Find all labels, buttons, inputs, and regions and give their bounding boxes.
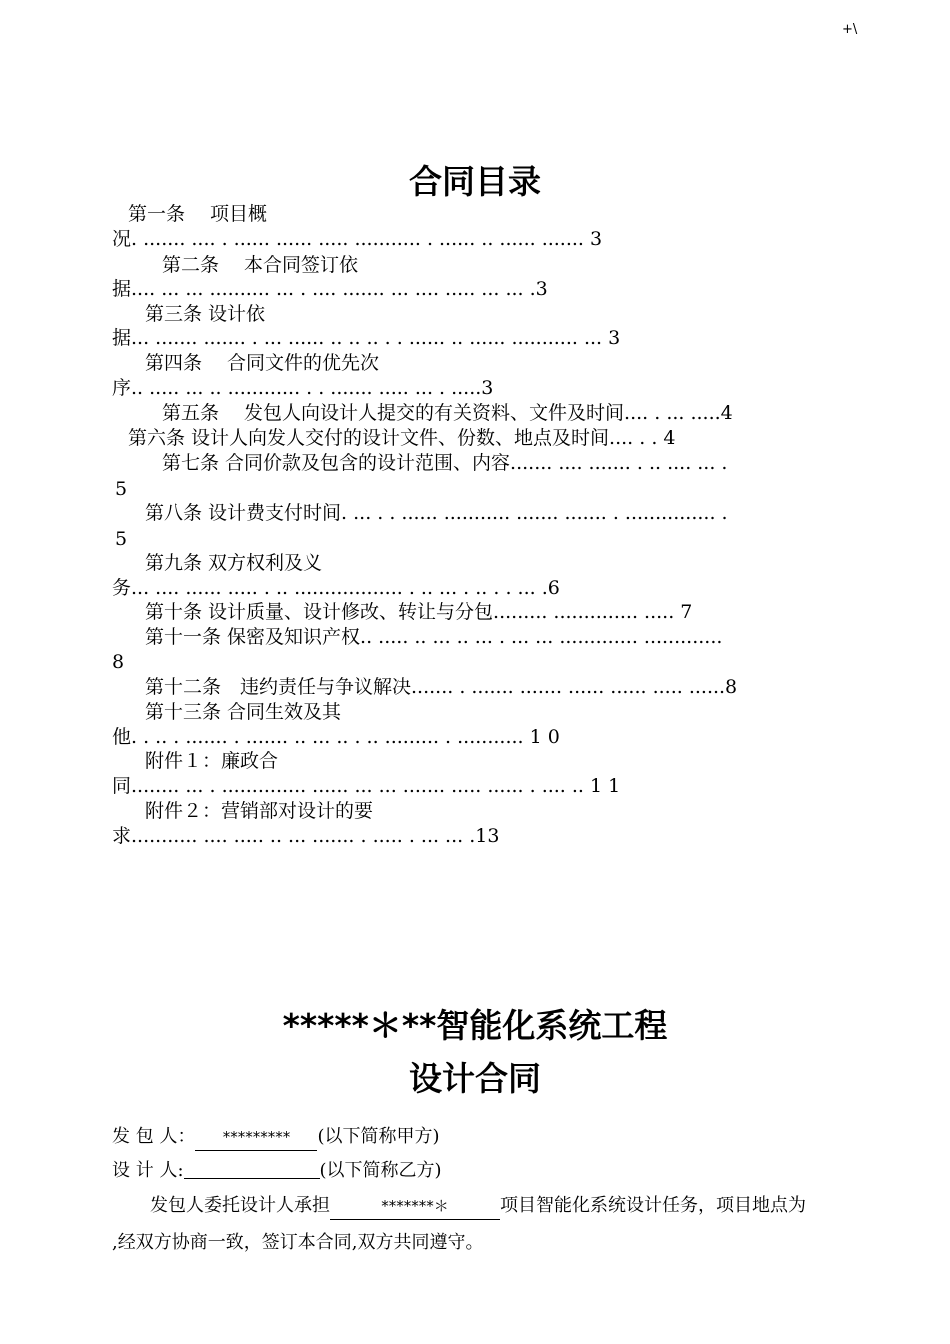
toc-item-8-page: 5 xyxy=(115,528,128,550)
contract-title-line2: 设计合同 xyxy=(409,1059,541,1098)
intro-prefix: 发包人委托设计人承担 xyxy=(150,1195,330,1216)
toc-item-9-tail: 务... .... ...... ..... . .. .................. . .. ... . .. . . ... .6 xyxy=(112,577,560,599)
party-a-label: 发 包 人： xyxy=(112,1126,196,1147)
intro-project: *******＊ xyxy=(330,1193,500,1220)
toc-annex-2-tail: 求........... .... ..... .. ... ....... . ..... . ... ... .13 xyxy=(112,825,500,847)
toc-item-13-head: 第十三条 合同生效及其 xyxy=(145,701,342,723)
toc-item-3-tail: 据... ....... ....... . ... ...... .. .. .. . . ...... .. ...... ........... ... 3 xyxy=(112,327,621,349)
toc-item-9-head: 第九条 双方权利及义 xyxy=(145,552,323,574)
toc-annex-2-head: 附件２：营销部对设计的要 xyxy=(145,800,374,822)
toc-item-2-tail: 据.... ... ... .......... ... . .... ....... ... .... ..... ... ... .3 xyxy=(112,278,548,300)
toc-item-11: 第十一条 保密及知识产权.. ..... .. ... .. ... . ... ... ............. ............. xyxy=(145,626,723,648)
party-a-row xyxy=(112,1124,440,1151)
intro-line1 xyxy=(150,1193,806,1220)
toc-item-1-head: 第一条 项目概 xyxy=(128,203,268,225)
contract-title-line1: *****＊**智能化系统工程 xyxy=(282,1006,668,1045)
party-a-note: (以下简称甲方) xyxy=(317,1126,440,1147)
toc-item-3-head: 第三条 设计依 xyxy=(145,303,266,325)
party-a-value: ********* xyxy=(195,1124,317,1151)
corner-mark: +\ xyxy=(842,22,858,37)
toc-item-7-page: 5 xyxy=(115,478,128,500)
toc-item-6: 第六条 设计人向发人交付的设计文件、份数、地点及时间.... . . 4 xyxy=(128,427,676,449)
toc-item-7: 第七条 合同价款及包含的设计范围、内容....... .... ....... . .. .... ... . xyxy=(162,452,728,474)
toc-item-8: 第八条 设计费支付时间. ... . . ...... ........... ....... ....... . ............... . xyxy=(145,502,728,524)
party-b-note: (以下简称乙方) xyxy=(319,1160,442,1181)
toc-item-4-tail: 序.. ..... ... .. ............ . . ....... ..... ... . .....3 xyxy=(112,377,494,399)
toc-item-10: 第十条 设计质量、设计修改、转让与分包......... .............. ..... 7 xyxy=(145,601,693,623)
toc-item-11-page: 8 xyxy=(112,651,125,673)
toc-title: 合同目录 xyxy=(409,162,541,201)
toc-item-4-head: 第四条 合同文件的优先次 xyxy=(145,352,380,374)
party-b-label: 设 计 人: xyxy=(112,1160,184,1181)
toc-item-13-tail: 他. . .. . ....... . ....... .. ... .. . .. ......... . ........... 1 0 xyxy=(112,726,560,748)
intro-suffix: 项目智能化系统设计任务，项目地点为 xyxy=(500,1195,806,1216)
toc-item-2-head: 第二条 本合同签订依 xyxy=(162,254,359,276)
intro-line2: ,经双方协商一致，签订本合同,双方共同遵守。 xyxy=(112,1232,484,1253)
toc-item-12: 第十二条 违约责任与争议解决....... . ....... ....... ...... ...... ..... ......8 xyxy=(145,676,738,698)
toc-item-5: 第五条 发包人向设计人提交的有关资料、文件及时间.... . ... .....4 xyxy=(162,402,733,424)
toc-annex-1-head: 附件１：廉政合 xyxy=(145,750,279,772)
toc-item-1-tail: 况. ....... .... . ...... ...... ..... ........... . ...... .. ...... ....... 3 xyxy=(112,228,603,250)
party-b-value xyxy=(184,1158,320,1179)
toc-annex-1-tail: 同........ ... . .............. ...... ... ... ....... ..... ...... . .... .. 1 1 xyxy=(112,775,621,797)
party-b-row xyxy=(112,1158,442,1184)
